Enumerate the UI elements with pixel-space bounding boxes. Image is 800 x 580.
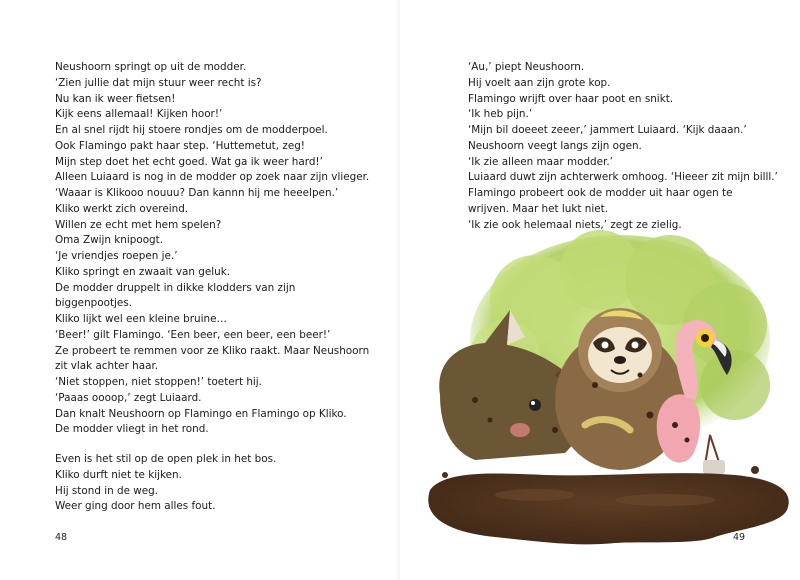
text-line: De modder druppelt in dikke klodders van zijn (55, 281, 296, 294)
text-line: zit vlak achter haar. (55, 360, 159, 373)
text-line: Weer ging door hem alles fout. (55, 500, 216, 513)
text-line: Dan knalt Neushoorn op Flamingo en Flamingo op Kliko. (55, 407, 347, 420)
right-page-text (468, 60, 778, 233)
illustration (415, 225, 800, 565)
text-line: ‘Mijn bil doeeet zeeer,’ jammert Luiaard. ‘Kijk daaan.’ (468, 124, 747, 136)
page-number-right: 49 (733, 532, 746, 543)
text-line: Kijk eens allemaal! Kijken hoor!’ (55, 108, 223, 121)
text-line: ‘Je vriendjes roepen je.’ (55, 250, 178, 262)
left-page-text (55, 60, 369, 515)
text-line: Oma Zwijn knipoogt. (55, 234, 164, 247)
rhino-sloth-flamingo-in-mud-illustration (415, 225, 800, 565)
text-line: ‘Niet stoppen, niet stoppen!’ toetert hij. (55, 376, 262, 388)
text-line: biggenpootjes. (55, 297, 133, 310)
text-line: Kliko werkt zich overeind. (55, 202, 189, 215)
text-line: ‘Ik heb pijn.’ (468, 108, 533, 121)
text-line: Luiaard duwt zijn achterwerk omhoog. ‘Hieeer zit mijn billl.’ (468, 171, 778, 184)
text-line: ‘Ik zie alleen maar modder.’ (468, 155, 613, 168)
text-line: Hij stond in de weg. (55, 484, 159, 497)
text-line: Kliko springt en zwaait van geluk. (55, 265, 231, 278)
text-line: Even is het stil op de open plek in het bos. (55, 453, 277, 465)
text-line: Neushoorn veegt langs zijn ogen. (468, 139, 642, 152)
text-line: Ook Flamingo pakt haar step. ‘Huttemetut, zeg! (55, 139, 305, 152)
right-page (400, 0, 800, 580)
text-line: Alleen Luiaard is nog in de modder op zoek naar zijn vlieger. (55, 171, 370, 184)
text-line: ‘Waaar is Klikooo nouuu? Dan kannn hij me heeelpen.’ (55, 187, 339, 199)
text-line: ‘Beer!’ gilt Flamingo. ‘Een beer, een beer, een beer!’ (55, 328, 331, 341)
left-text-part2 (55, 452, 369, 515)
right-text-lines (468, 60, 778, 233)
text-line: De modder vliegt in het rond. (55, 423, 209, 436)
text-line: ‘Au,’ piept Neushoorn. (468, 61, 585, 73)
paragraph-gap (55, 438, 369, 452)
text-line: Kliko durft niet te kijken. (55, 468, 182, 481)
text-line: Kliko lijkt wel een kleine bruine… (55, 313, 227, 325)
text-line: Hij voelt aan zijn grote kop. (468, 76, 611, 89)
text-line: Ze probeert te remmen voor ze Kliko raakt. Maar Neushoorn (55, 344, 370, 357)
text-line: wrijven. Maar het lukt niet. (468, 202, 609, 215)
text-line: Neushoorn springt op uit de modder. (55, 61, 247, 73)
text-line: Nu kan ik weer fietsen! (55, 92, 176, 105)
text-line: Mijn step doet het echt goed. Wat ga ik weer hard!’ (55, 155, 323, 168)
text-line: ‘Ik zie ook helemaal niets,’ zegt ze zielig. (468, 218, 682, 231)
text-line: En al snel rijdt hij stoere rondjes om de modderpoel. (55, 124, 328, 136)
text-line: Willen ze echt met hem spelen? (55, 218, 222, 231)
left-text-part1 (55, 60, 369, 438)
text-line: ‘Zien jullie dat mijn stuur weer recht is? (55, 76, 262, 89)
text-line: ‘Paaas oooop,’ zegt Luiaard. (55, 391, 202, 404)
text-line: Flamingo probeert ook de modder uit haar ogen te (468, 187, 733, 199)
text-line: Flamingo wrijft over haar poot en snikt. (468, 92, 674, 105)
page-number-left: 48 (55, 532, 68, 543)
